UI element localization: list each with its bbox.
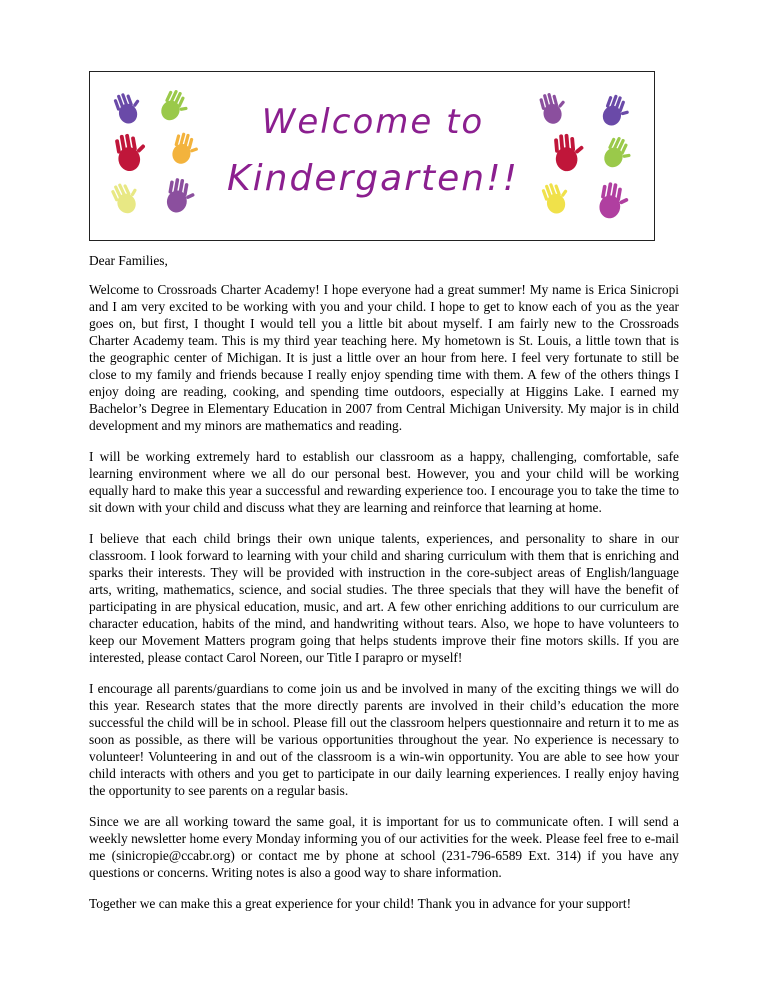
handprint	[110, 178, 145, 216]
handprint	[165, 177, 197, 215]
paragraph-parents: I encourage all parents/guardians to come join us and be involved in many of the exciting things we will do this year. Research states that the more directly parents are involved in their child’s education the more successful the child will be in school. Please fill out the classroom helpers questionnaire and return it to me as soon as possible, as there will be various opportunities throughout the year. No experience is necessary to volunteer! Volunteering in and out of the classroom is a win-win opportunity. You are able to see how your child interacts with others and you get to participate in our daily learning experiences. I really enjoy having the opportunity to see parents on a regular basis.	[89, 681, 679, 798]
handprints-left-illustration	[98, 80, 218, 230]
handprint	[601, 135, 636, 173]
handprint	[600, 93, 634, 130]
welcome-banner	[89, 71, 655, 241]
handprint	[540, 179, 574, 216]
salutation: Dear Families,	[89, 253, 168, 268]
handprint	[158, 88, 193, 126]
paragraph-classroom: I will be working extremely hard to establish our classroom as a happy, challenging, comfortable, safe learning environment where we all do our personal best. However, you and your child will be working equally hard to make this year a successful and rewarding experience too. I encourage you to take the time to sit down with your child and discuss what they are learning and reinforce that learning at home.	[89, 449, 679, 515]
handprint	[538, 90, 570, 126]
paragraph-curriculum: I believe that each child brings their own unique talents, experiences, and personality to share in our classroom. I look forward to learning with your child and sharing curriculum with them that is enriching and sparks their interests. They will be provided with instruction in the core-subject areas of English/language arts, writing, mathematics, science, and social studies. The three specials that they will have the benefit of participating in are physical education, music, and art. A few other enriching additions to our curriculum are character education, habits of the mind, and handwriting without tears. Also, we hope to have volunteers to keep our Movement Matters program going that helps students improve their fine motors skills. If you are interested, please contact Carol Noreen, our Title I parapro or myself!	[89, 531, 679, 665]
handprint	[598, 181, 632, 221]
handprints-right-illustration	[526, 80, 646, 230]
banner-title-line2: Kindergarten!!	[227, 158, 519, 199]
letter-body	[89, 252, 679, 926]
handprint	[554, 132, 586, 172]
paragraph-intro: Welcome to Crossroads Charter Academy! I hope everyone had a great summer! My name is Erica Sinicropi and I am very excited to be working with you and your child. I hope to get to know each of you as the year goes on, but first, I thought I would tell you a little bit about myself. I am fairly new to the Crossroads Charter Academy team. This is my third year teaching here. My hometown is St. Louis, a little town that is the geographic center of Michigan. It is just a little over an hour from here. I feel very fortunate to still be close to my family and friends because I really enjoy spending time with them. A few of the others things I enjoy doing are reading, cooking, and spending time outdoors, especially at Higgins Lake. I earned my Bachelor’s Degree in Elementary Education in 2007 from Central Michigan University. My major is in child development and my minors are mathematics and reading.	[89, 282, 679, 433]
handprint	[170, 131, 202, 167]
handprint	[112, 89, 146, 126]
paragraph-closing: Together we can make this a great experience for your child! Thank you in advance for your support!	[89, 896, 632, 911]
handprint	[114, 131, 149, 173]
paragraph-communication: Since we are all working toward the same goal, it is important for us to communicate often. I will send a weekly newsletter home every Monday informing you of our activities for the week. Please feel free to e-mail me (sinicropie@ccabr.org) or contact me by phone at school (231-796-6589 Ext. 314) if you have any questions or concerns. Writing notes is also a good way to share information.	[89, 814, 679, 880]
banner-title-line1: Welcome to	[261, 102, 485, 142]
